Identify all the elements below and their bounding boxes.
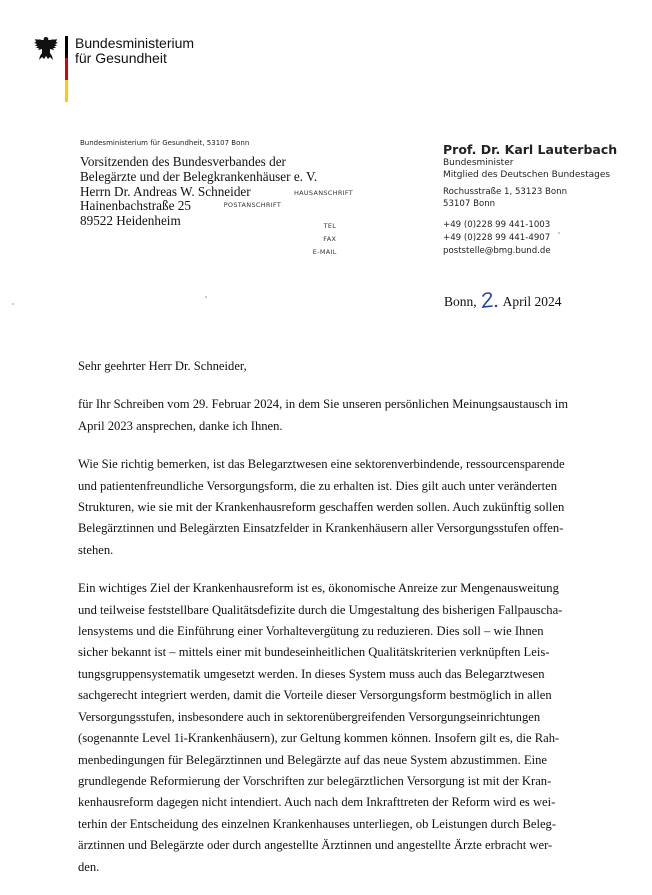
body-line: Versorgungsstufen, insbesondere auch in sektorenübergreifenden Versorgungseinrichtungen [78, 709, 541, 724]
contact-house [293, 186, 568, 198]
contact-label: E-MAIL [312, 248, 337, 256]
body-line: (sogenannte Level 1i-Krankenhäusern), zur Geltung kommen können. Insofern gilt es, die Rah- [78, 731, 560, 746]
body-line: April 2023 ansprechen, danke ich Ihnen. [78, 418, 283, 433]
body-line: sicher bekannt ist – mittels einer mit bundeseinheitlichen Qualitätskriterien verknüpften Leis- [78, 645, 550, 660]
body-line: Strukturen, wie sie mit der Krankenhausreform geschaffen werden sollen. Auch zukünftig sollen [78, 500, 565, 515]
recipient-line: Herrn Dr. Andreas W. Schneider [80, 183, 251, 199]
contact-label: HAUSANSCHRIFT [293, 189, 354, 197]
salutation: Sehr geehrter Herr Dr. Schneider, [78, 359, 247, 373]
body-line: für Ihr Schreiben vom 29. Februar 2024, in dem Sie unseren persönlichen Meinungsaustausch im [78, 397, 569, 412]
signatory-name: Prof. Dr. Karl Lauterbach [443, 142, 618, 157]
body-paragraph [78, 394, 578, 437]
contact-value: 53107 Bonn [443, 199, 496, 209]
body-line: und patientenfreundliche Versorgungsform, die zu erhalten ist. Dies gilt auch unter veränderten [78, 478, 557, 493]
body-line: Wie Sie richtig bemerken, ist das Belegarztwesen eine sektorenverbindende, ressourcensparende [78, 457, 565, 472]
flag-stripe-black [65, 36, 68, 58]
flag-stripe-gold [65, 80, 68, 102]
recipient-line: Belegärzte und der Belegkrankenhäuser e. V. [80, 168, 318, 184]
body-line: grundlegende Reformierung der Vorschriften zur belegärztlichen Versorgung ist mit der Kran- [78, 773, 552, 788]
contact-fax [323, 232, 551, 244]
contact-tel [323, 219, 551, 231]
body-line: tungsgruppensystematik umgesetzt werden. In dieses System muss auch das Belegarztwesen [78, 666, 545, 681]
recipient-line: Hainenbachstraße 25 [80, 198, 191, 214]
signatory-title: Mitglied des Deutschen Bundestages [443, 170, 611, 180]
body-paragraph [78, 578, 578, 878]
flag-stripe-red [65, 58, 68, 80]
recipient-line: 89522 Heidenheim [80, 213, 181, 229]
contact-email [312, 245, 551, 257]
scan-speck [12, 303, 14, 305]
date-prefix: Bonn, [444, 294, 477, 309]
body-line: Ein wichtiges Ziel der Krankenhausreform ist es, ökonomische Anreize zur Mengenausweitung [78, 581, 559, 596]
letter-body [78, 356, 578, 895]
scan-speck [558, 232, 560, 234]
body-line: lensystems und die Einführung einer Vorhaltevergütung zu reduzieren. Dies soll – wie Ihnen [78, 624, 544, 639]
contact-value: poststelle@bmg.bund.de [443, 246, 551, 256]
body-line: sachgerecht integriert werden, damit die Vorteile dieser Versorgungsform bestmöglich in allen [78, 688, 552, 703]
body-line: menbedingungen für Belegärztinnen und Belegärzte auf das neue System abzustimmen. Eine [78, 752, 547, 767]
body-line: stehen. [78, 542, 114, 557]
contact-label: FAX [323, 235, 337, 243]
scan-speck [205, 296, 207, 298]
signatory-title: Bundesminister [443, 158, 514, 168]
contact-post [223, 198, 496, 210]
contact-label: POSTANSCHRIFT [223, 201, 282, 209]
recipient-line: Vorsitzenden des Bundesverbandes der [80, 154, 286, 169]
body-line: terhin der Entscheidung des einzelnen Krankenhauses unterliegen, ob Leistungen durch Beleg- [78, 816, 557, 831]
letter-date [444, 291, 562, 310]
signatory-block [443, 142, 617, 181]
ministry-name-line: für Gesundheit [75, 50, 167, 66]
contact-value: Rochusstraße 1, 53123 Bonn [443, 187, 568, 197]
handwritten-day-mark [480, 291, 500, 309]
federal-eagle-icon [34, 36, 58, 62]
flag-bar [65, 36, 68, 102]
body-line: ärztinnen und Belegärzte oder durch angestellte Ärztinnen und angestellte Ärzte erbracht wer- [78, 838, 553, 853]
body-line: kenhausreform dagegen nicht intendiert. Auch nach dem Inkrafttreten der Reform wird es wei- [78, 795, 556, 810]
body-paragraph [78, 454, 578, 561]
body-line: Belegärztinnen und Belegärzten Einsatzfelder in Krankenhäusern aller Versorgungsstufen offen- [78, 521, 564, 536]
contact-value: +49 (0)228 99 441-4907 [443, 233, 551, 243]
date-suffix: April 2024 [502, 294, 562, 309]
ministry-name [75, 36, 194, 66]
body-line: und teilweise feststellbare Qualitätsdefizite durch die Umgestaltung des bisherigen Fallpauscha- [78, 602, 563, 617]
ministry-name-line: Bundesministerium [75, 35, 195, 51]
body-line: den. [78, 859, 100, 874]
recipient-address [80, 155, 317, 229]
contact-value: +49 (0)228 99 441-1003 [443, 220, 551, 230]
contact-label: TEL [323, 222, 337, 230]
sender-line: Bundesministerium für Gesundheit, 53107 Bonn [80, 139, 250, 147]
